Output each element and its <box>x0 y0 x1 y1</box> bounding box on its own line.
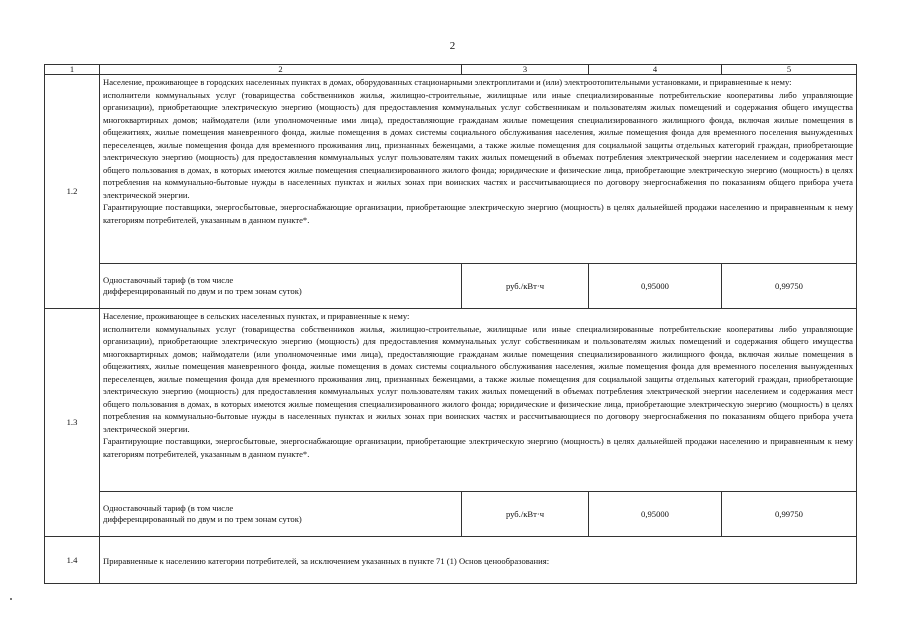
row-description: Приравненные к населению категории потребителей, за исключением указанных в пункте 71 (1) Основ ценообразования: <box>100 537 857 584</box>
row-number: 1.2 <box>45 75 100 309</box>
header-col-2: 2 <box>100 65 462 75</box>
tariff-name-line: Одноставочный тариф (в том числе <box>103 275 234 285</box>
tariff-value-1: 0,95000 <box>589 492 722 537</box>
header-col-3: 3 <box>462 65 589 75</box>
row-1-2-tariff <box>45 264 857 309</box>
description-paragraph: исполнители коммунальных услуг (товарищества собственников жилья, жилищно-строительные, жилищные или иные специализированные потребительские кооперативы либо управляющие организации), приобретающие электрическую энергию (мощность) для предоставления коммунальных услуг собственникам и пользователям жилых помещений и содержания общего имущества многоквартирных домов; наймодатели (или уполномоченные ими лица), предоставляющие гражданам жилые помещения специализированного жилищного фонда, включая жилые помещения в общежитиях, жилые помещения маневренного фонда, жилые помещения в домах системы социального обслуживания населения, жилые помещения фонда для временного поселения вынужденных переселенцев, жилые помещения фонда для временного проживания лиц, признанных беженцами, а также жилые помещения для социальной защиты отдельных категорий граждан, приобретающие электрическую энергию (мощность) для предоставления коммунальных услуг пользователям таких жилых помещений в объемах потребления электрической энергии населением и содержания мест общего пользования в домах, в которых имеются жилые помещения специализированного жилого фонда; юридические и физические лица, приобретающие электрическую энергию (мощность) в целях потребления на коммунально-бытовые нужды в населенных пунктах и жилых зонах при воинских частях и рассчитывающиеся по договору энергоснабжения по показаниям общего прибора учета электрической энергии. <box>103 323 853 434</box>
row-description <box>100 75 857 264</box>
row-1-4 <box>45 537 857 584</box>
tariff-value-2: 0,99750 <box>722 264 857 309</box>
tariff-value-1: 0,95000 <box>589 264 722 309</box>
row-number: 1.4 <box>45 537 100 584</box>
tariff-unit: руб./кВт·ч <box>462 264 589 309</box>
page-number: 2 <box>449 40 456 52</box>
header-col-4: 4 <box>589 65 722 75</box>
tariff-name <box>100 492 462 537</box>
description-paragraph: Население, проживающее в городских населенных пунктах в домах, оборудованных стационарными электроплитами и (или) электроотопительными установками, и приравненные к нему: <box>103 77 792 87</box>
header-row <box>45 65 857 75</box>
tariff-name <box>100 264 462 309</box>
tariff-unit: руб./кВт·ч <box>462 492 589 537</box>
header-col-1: 1 <box>45 65 100 75</box>
description-paragraph: Гарантирующие поставщики, энергосбытовые, энергоснабжающие организации, приобретающие электрическую энергию (мощность) в целях дальнейшей продажи населению и приравненным к нему категориям потребителей, указанным в данном пункте*. <box>103 202 853 225</box>
tariff-name-line: дифференцированный по двум и по трем зонам суток) <box>103 514 302 524</box>
scan-speck <box>10 598 12 600</box>
header-col-5: 5 <box>722 65 857 75</box>
description-paragraph: Население, проживающее в сельских населенных пунктах, и приравненные к нему: <box>103 311 410 321</box>
description-paragraph: исполнители коммунальных услуг (товарищества собственников жилья, жилищно-строительные, жилищные или иные специализированные потребительские кооперативы либо управляющие организации), приобретающие электрическую энергию (мощность) для предоставления коммунальных услуг собственникам и пользователям жилых помещений и содержания общего имущества многоквартирных домов; наймодатели (или уполномоченные ими лица), предоставляющие гражданам жилые помещения специализированного жилищного фонда, включая жилые помещения в общежитиях, жилые помещения маневренного фонда, жилые помещения в домах системы социального обслуживания населения, жилые помещения фонда для временного поселения вынужденных переселенцев, жилые помещения фонда для временного проживания лиц, признанных беженцами, а также жилые помещения для социальной защиты отдельных категорий граждан, приобретающие электрическую энергию (мощность) для предоставления коммунальных услуг пользователям таких жилых помещений в объемах потребления электрической энергии населением и содержания мест общего пользования в домах, в которых имеются жилые помещения специализированного жилого фонда; юридические и физические лица, приобретающие электрическую энергию (мощность) в целях потребления на коммунально-бытовые нужды в населенных пунктах и жилых зонах при воинских частях и рассчитывающиеся по договору энергоснабжения по показаниям общего прибора учета электрической энергии. <box>103 89 853 200</box>
row-1-2-description <box>45 75 857 264</box>
row-1-3-tariff <box>45 492 857 537</box>
row-description <box>100 309 857 492</box>
row-1-3-description <box>45 309 857 492</box>
tariff-table <box>44 64 857 584</box>
tariff-name-line: дифференцированный по двум и по трем зонам суток) <box>103 286 302 296</box>
tariff-name-line: Одноставочный тариф (в том числе <box>103 503 234 513</box>
tariff-value-2: 0,99750 <box>722 492 857 537</box>
description-paragraph: Гарантирующие поставщики, энергосбытовые, энергоснабжающие организации, приобретающие электрическую энергию (мощность) в целях дальнейшей продажи населению и приравненным к нему категориям потребителей, указанным в данном пункте*. <box>103 436 853 459</box>
row-number: 1.3 <box>45 309 100 537</box>
